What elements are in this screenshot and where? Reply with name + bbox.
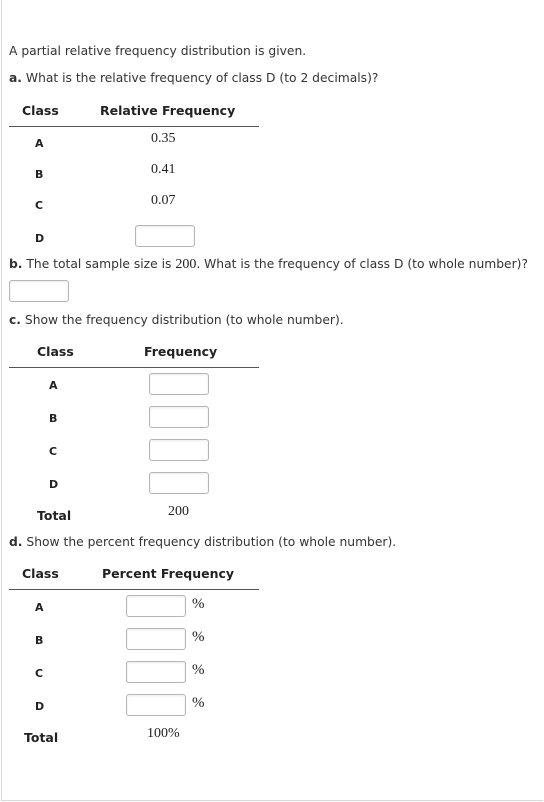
part-d-percent-header: Percent Frequency xyxy=(102,566,235,581)
part-d-class-header: Class xyxy=(22,566,59,581)
part-a-label: a. xyxy=(9,71,22,85)
part-a-value-a: 0.35 xyxy=(151,131,176,146)
part-d-class-c: C xyxy=(35,667,44,680)
part-c-frequency-a-input[interactable] xyxy=(149,373,209,395)
part-c-total-value: 200 xyxy=(168,504,189,519)
part-d-class-d: D xyxy=(35,700,45,713)
part-d-percent-d-input[interactable] xyxy=(126,694,186,716)
part-a-class-a: A xyxy=(35,137,44,150)
part-b-sample-size: 200 xyxy=(175,257,197,272)
part-d-percent-sign-a: % xyxy=(192,596,205,612)
part-a-class-d: D xyxy=(35,232,45,245)
part-c-class-c: C xyxy=(49,445,58,458)
part-a-relfreq-header: Relative Frequency xyxy=(100,103,236,118)
part-c-class-a: A xyxy=(49,379,58,392)
part-b-frequency-d-input[interactable] xyxy=(9,280,69,302)
part-d-header-rule xyxy=(9,589,259,590)
part-d-label: d. xyxy=(9,535,23,549)
part-c-class-b: B xyxy=(49,412,58,425)
part-c-frequency-d-input[interactable] xyxy=(149,472,209,494)
part-d-question xyxy=(9,535,396,549)
part-a-question xyxy=(9,71,378,85)
part-d-percent-b-input[interactable] xyxy=(126,628,186,650)
part-d-class-b: B xyxy=(35,634,44,647)
intro-text: A partial relative frequency distribution is given. xyxy=(9,44,307,58)
part-d-total-value: 100% xyxy=(147,726,180,741)
part-a-header-rule xyxy=(9,126,259,127)
part-d-question-text: Show the percent frequency distribution (to whole number). xyxy=(26,535,397,549)
part-c-header-rule xyxy=(9,367,259,368)
part-a-class-header: Class xyxy=(22,103,59,118)
part-a-value-c: 0.07 xyxy=(151,193,176,208)
part-c-frequency-header: Frequency xyxy=(144,344,218,359)
part-d-percent-sign-b: % xyxy=(192,629,205,645)
part-d-class-a: A xyxy=(35,601,44,614)
part-c-frequency-c-input[interactable] xyxy=(149,439,209,461)
part-a-relfreq-d-input[interactable] xyxy=(135,225,195,247)
part-d-percent-sign-d: % xyxy=(192,695,205,711)
part-b-question-before: The total sample size is xyxy=(26,257,176,271)
part-d-total-label: Total xyxy=(24,730,59,745)
part-c-label: c. xyxy=(9,313,21,327)
part-c-question-text: Show the frequency distribution (to whole number). xyxy=(24,313,344,327)
part-c-total-label: Total xyxy=(37,508,72,523)
part-b-question xyxy=(9,257,528,273)
part-d-percent-a-input[interactable] xyxy=(126,595,186,617)
part-a-class-c: C xyxy=(35,199,44,212)
part-a-question-text: What is the relative frequency of class D (to 2 decimals)? xyxy=(25,71,379,85)
content-frame xyxy=(1,0,543,801)
part-c-class-header: Class xyxy=(37,344,74,359)
part-d-percent-c-input[interactable] xyxy=(126,661,186,683)
part-a-class-b: B xyxy=(35,168,44,181)
part-c-frequency-b-input[interactable] xyxy=(149,406,209,428)
part-b-label: b. xyxy=(9,257,23,271)
part-d-percent-sign-c: % xyxy=(192,662,205,678)
part-c-class-d: D xyxy=(49,478,59,491)
part-a-value-b: 0.41 xyxy=(151,162,176,177)
part-c-question xyxy=(9,313,344,327)
part-b-question-after: . What is the frequency of class D (to whole number)? xyxy=(196,257,528,271)
